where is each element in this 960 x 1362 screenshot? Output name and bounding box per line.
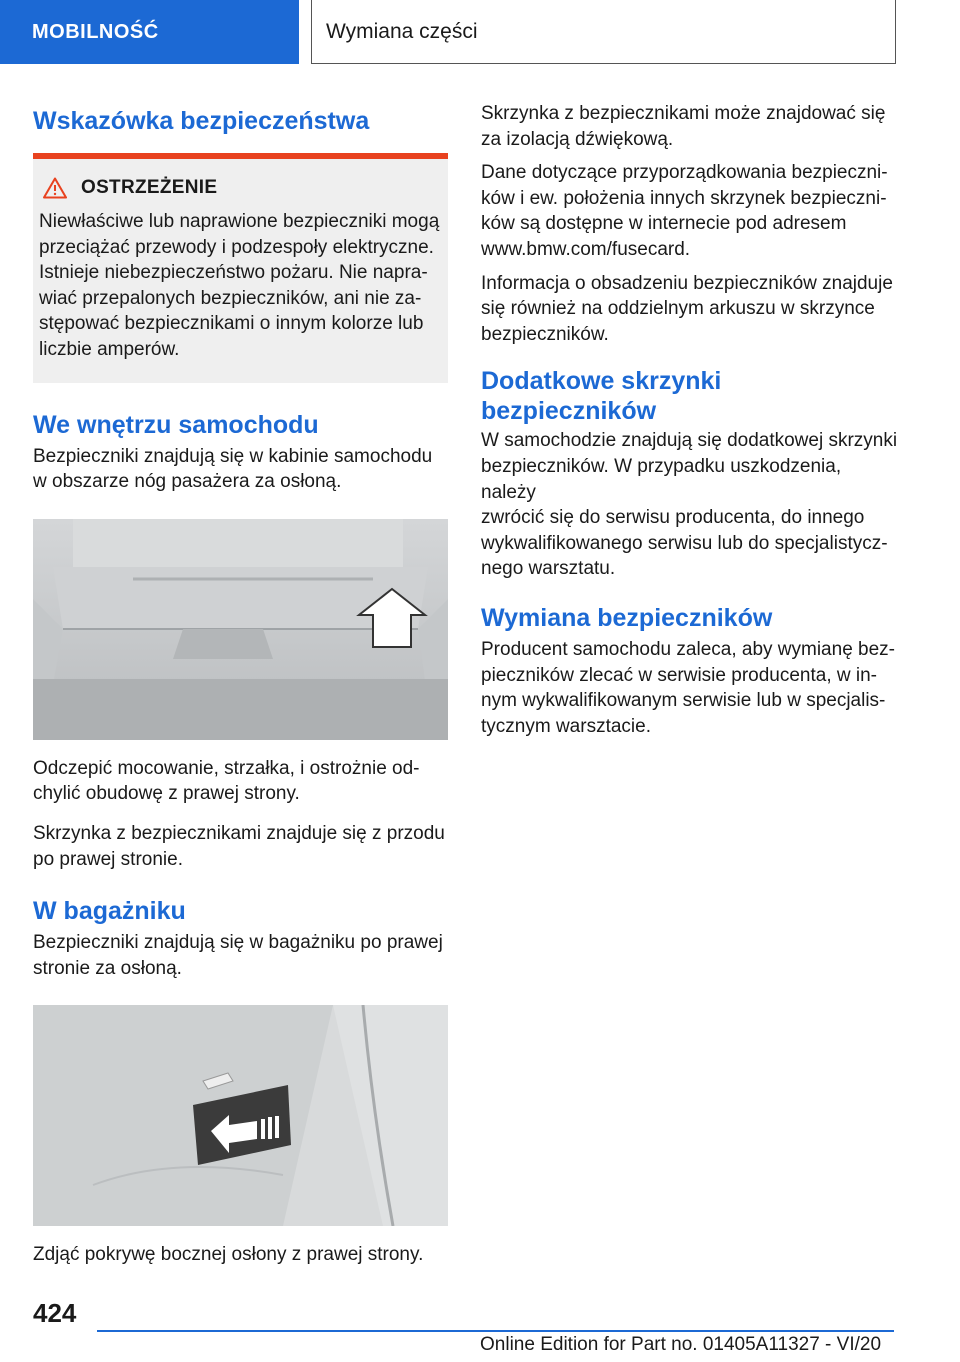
left-column (33, 96, 448, 1268)
warning-triangle-icon (43, 177, 67, 199)
interior-step-2: Skrzynka z bezpiecznikami znajduje się z przodu po prawej stronie. (33, 822, 445, 870)
trunk-text: Bezpieczniki znajdują się w bagażniku po prawej stronie za osłoną. (33, 932, 443, 979)
warning-text: Niewłaściwe lub naprawione bezpieczniki mogą przeciążać przewody i podzespoły elektryczne. Istnieje niebezpieczeństwo pożaru. Nie napra‐ wiać przepalonych bezpieczników, ani nie za‐ stępować bezpiecznikami o innym kolorze lub liczbie amperów. (39, 211, 440, 360)
trunk-photo-image (33, 1005, 448, 1226)
additional-fuseboxes-text: W samochodzie znajdują się dodatkowej skrzynki bezpieczników. W przypadku uszkodzenia, należy zwrócić się do serwisu producenta, do innego wykwalifikowanego serwisu lub do specjalistycz‐ nego warsztatu. (481, 430, 898, 580)
fuse-replacement-text: Producent samochodu zaleca, aby wymianę bez‐ pieczników zlecać w serwisie producenta, w in‐ nym wykwalifikowanym serwisie lub w specjalis‐ tycznym warsztacie. (481, 638, 896, 737)
fuse-replacement-heading: Wymiana bezpieczników (481, 603, 773, 632)
interior-heading: We wnętrzu samochodu (33, 410, 319, 439)
edition-footer: Online Edition for Part no. 01405A11327 - VI/20 (480, 1334, 882, 1355)
interior-text: Bezpieczniki znajdują się w kabinie samochodu w obszarze nóg pasażera za osłoną. (33, 445, 433, 493)
trunk-fusebox-photo (33, 1005, 448, 1226)
trunk-heading: W bagażniku (33, 897, 186, 926)
safety-heading: Wskazówka bezpieczeństwa (33, 107, 370, 135)
warning-box (33, 159, 448, 383)
interior-photo-image (33, 519, 448, 740)
chapter-label: Wymiana części (326, 19, 478, 43)
fuse-sheet-text: Informacja o obsadzeniu bezpieczników znajduje się również na oddzielnym arkuszu w skrzynce bezpieczników. (481, 272, 893, 345)
additional-fuseboxes-heading: Dodatkowe skrzynki bezpieczników (481, 367, 722, 426)
section-tab[interactable] (0, 0, 299, 64)
warning-title: OSTRZEŻENIE (81, 177, 218, 198)
sound-insulation-text: Skrzynka z bezpiecznikami może znajdować się za izolacją dźwiękową. (481, 103, 886, 150)
trunk-step-1: Zdjąć pokrywę bocznej osłony z prawej strony. (33, 1244, 424, 1266)
section-label: MOBILNOŚĆ (32, 20, 159, 43)
chapter-header (311, 0, 896, 64)
interior-fusebox-photo (33, 519, 448, 740)
interior-step-1: Odczepić mocowanie, strzałka, i ostrożnie od‐ chylić obudowę z prawej strony. (33, 757, 420, 805)
footer-rule (97, 1330, 894, 1332)
page-number: 424 (33, 1298, 77, 1328)
right-column (481, 96, 899, 739)
fusecard-text: Dane dotyczące przyporządkowania bezpieczni‐ ków i ew. położenia innych skrzynek bezpieczni‐ ków są dostępne w internecie pod adresem www.bmw.com/fusecard. (481, 162, 888, 260)
warning-header (39, 177, 440, 199)
